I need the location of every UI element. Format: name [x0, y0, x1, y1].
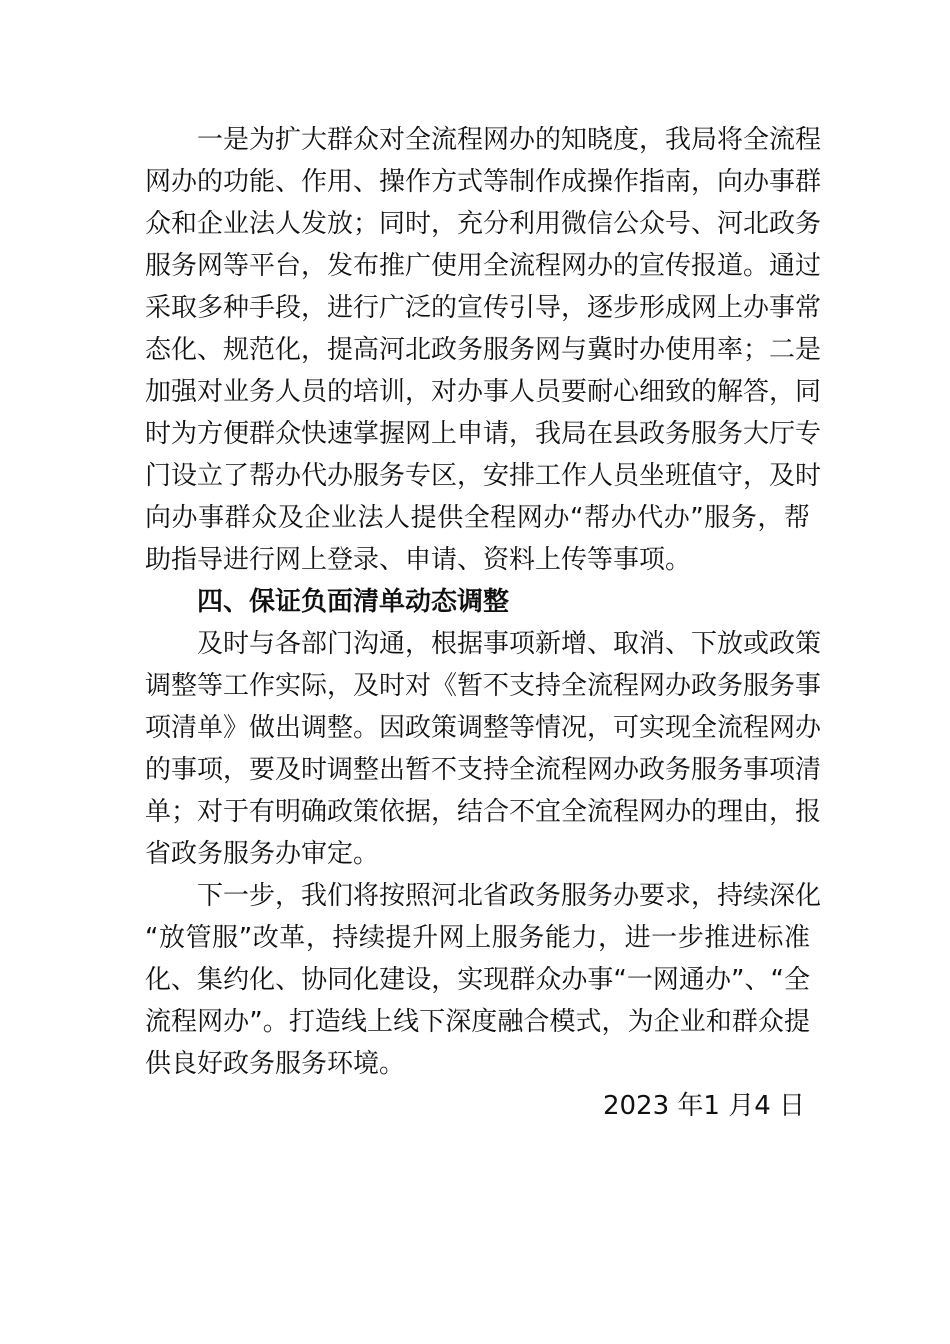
- paragraph-2-line: 及时与各部门沟通，根据事项新增、取消、下放或政策: [145, 629, 822, 659]
- paragraph-1-line: 采取多种手段，进行广泛的宣传引导，逐步形成网上办事常: [145, 293, 822, 323]
- document-date: 2023 年1 月4 日: [602, 1091, 805, 1121]
- paragraph-1-line: 服务网等平台，发布推广使用全流程网办的宣传报道。通过: [145, 251, 822, 281]
- paragraph-3-line: 流程网办”。打造线上线下深度融合模式，为企业和群众提: [145, 1007, 810, 1037]
- paragraph-1-line: 门设立了帮办代办服务专区，安排工作人员坐班值守，及时: [145, 461, 822, 491]
- paragraph-2-line: 省政务服务办审定。: [145, 839, 380, 869]
- paragraph-2-line: 调整等工作实际，及时对《暂不支持全流程网办政务服务事: [145, 671, 822, 701]
- paragraph-3-line: 下一步，我们将按照河北省政务服务办要求，持续深化: [145, 881, 822, 911]
- paragraph-2-line: 单；对于有明确政策依据，结合不宜全流程网办的理由，报: [145, 797, 822, 827]
- paragraph-3-line: “放管服”改革，持续提升网上服务能力，进一步推进标准: [145, 923, 810, 953]
- paragraph-1-line: 时为方便群众快速掌握网上申请，我局在县政务服务大厅专: [145, 419, 822, 449]
- paragraph-1-line: 一是为扩大群众对全流程网办的知晓度，我局将全流程: [145, 125, 822, 155]
- paragraph-1-line: 向办事群众及企业法人提供全程网办“帮办代办”服务，帮: [145, 503, 810, 533]
- paragraph-1-line: 加强对业务人员的培训，对办事人员要耐心细致的解答，同: [145, 377, 822, 407]
- paragraph-1-line: 助指导进行网上登录、申请、资料上传等事项。: [145, 545, 692, 575]
- section-heading-4: 四、保证负面清单动态调整: [197, 587, 510, 617]
- paragraph-1-line: 网办的功能、作用、操作方式等制作成操作指南，向办事群: [145, 167, 822, 197]
- paragraph-3-line: 化、集约化、协同化建设，实现群众办事“一网通办”、“全: [145, 965, 810, 995]
- paragraph-2-line: 的事项，要及时调整出暂不支持全流程网办政务服务事项清: [145, 755, 822, 785]
- paragraph-2-line: 项清单》做出调整。因政策调整等情况，可实现全流程网办: [145, 713, 822, 743]
- paragraph-1-line: 态化、规范化，提高河北政务服务网与冀时办使用率；二是: [145, 335, 822, 365]
- paragraph-1-line: 众和企业法人发放；同时，充分利用微信公众号、河北政务: [145, 209, 822, 239]
- paragraph-3-line: 供良好政务服务环境。: [145, 1049, 406, 1079]
